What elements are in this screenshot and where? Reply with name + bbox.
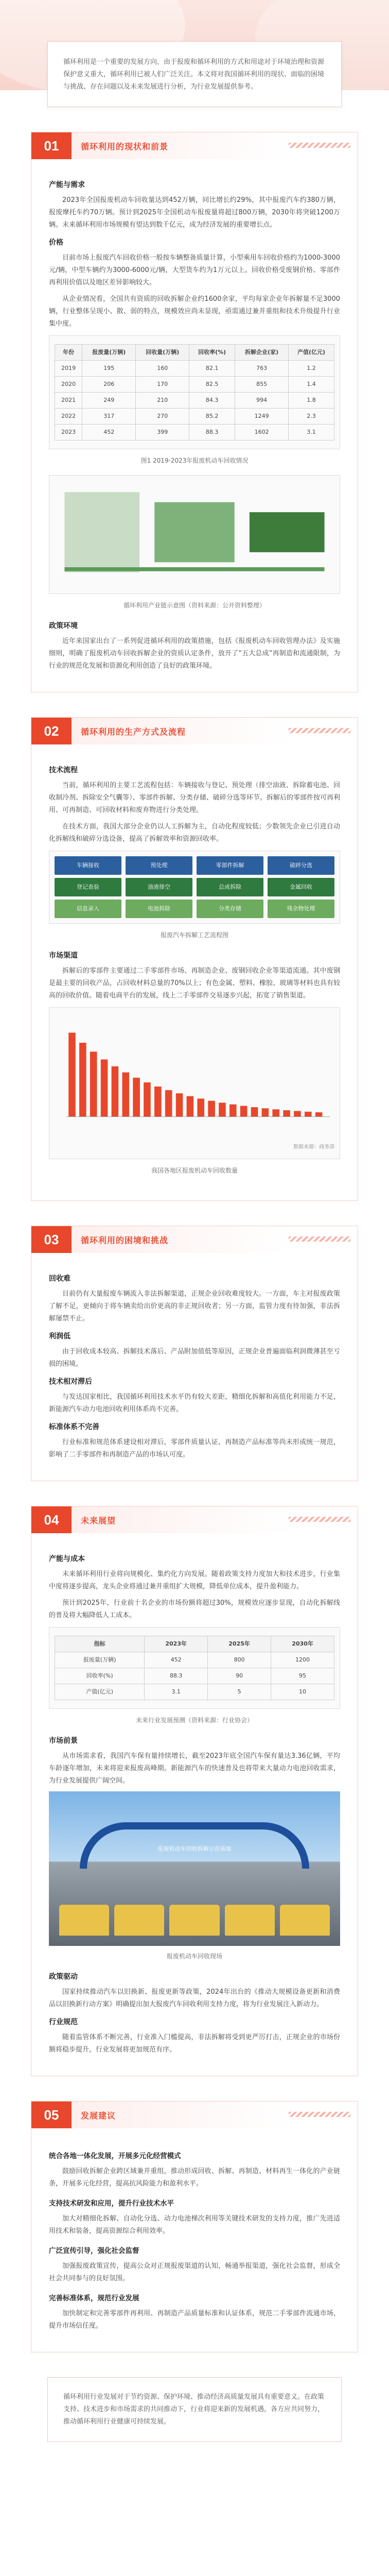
block-heading: 政策环境 (49, 622, 78, 630)
bar (262, 1108, 269, 1116)
bar (305, 1112, 312, 1117)
table-header-cell: 回收量(万辆) (136, 345, 189, 361)
car (280, 1905, 330, 1936)
section-body (31, 2128, 358, 2352)
section-01 (31, 132, 358, 692)
table-cell: 2020 (55, 377, 82, 393)
figure-caption: 报废汽车拆解工艺流程图 (160, 931, 228, 939)
flow-step: 金属回收 (268, 878, 334, 896)
car (225, 1905, 275, 1936)
closing-paragraph: 循环利用行业发展对于节约资源、保护环境、推动经济高质量发展具有重要意义。在政策支持、技术进步和市场需求的共同推动下，行业将迎来新的发展机遇，各方应共同努力，推动循环利用行业健康可持续发展。 (63, 2393, 325, 2426)
flow-step: 电池拆除 (126, 900, 192, 918)
table-cell: 95 (271, 1668, 334, 1684)
section-title: 循环利用的现状和前景 (81, 141, 169, 151)
table-cell: 报废量(万辆) (55, 1652, 145, 1668)
block-paragraph: 从企业情况看，全国共有资质的回收拆解企业约1600余家，平均每家企业年拆解量不足3000辆，行业整体呈现小、散、弱的特点，规模效应尚未显现，亟需通过兼并重组和技术升级提升行业集中度。 (49, 295, 340, 328)
table-cell: 2023 (55, 425, 82, 440)
site-photo (49, 1791, 340, 1946)
bar (272, 1109, 279, 1116)
block-heading: 行业规范 (49, 2018, 78, 2026)
block-heading: 支持技术研发和应用，提升行业技术水平 (49, 2199, 174, 2208)
regional-bar-chart (49, 1007, 340, 1159)
stripe-decoration (289, 728, 350, 733)
block-paragraph: 随着监管体系不断完善，行业准入门槛提高，非法拆解将受到更严厉打击，正规企业的市场份额将稳步提升，行业发展将更加规范有序。 (49, 2033, 340, 2054)
section-body (31, 1253, 358, 1481)
table-header-cell: 指标 (55, 1636, 145, 1652)
section-body (31, 159, 358, 692)
stripe-decoration (289, 143, 350, 148)
flow-column (197, 856, 263, 918)
block-heading: 市场前景 (49, 1737, 78, 1745)
table-cell: 82.5 (189, 377, 235, 393)
block-paragraph: 加大对精细化拆解、自动化分选、动力电池梯次利用等关键技术研发的支持力度，推广先进适用技术和装备，提高资源综合利用效率。 (49, 2215, 340, 2235)
flow-step: 总成拆除 (197, 878, 263, 896)
block-paragraph: 鼓励回收拆解企业跨区域兼并重组，推动形成回收、拆解、再制造、材料再生一体化的产业链条，开展多元化经营，提高抗风险能力和盈利水平。 (49, 2167, 340, 2188)
section-02 (31, 717, 358, 1201)
table-header-cell: 2025年 (208, 1636, 271, 1652)
flow-step: 残余物处理 (268, 900, 334, 918)
block-paragraph: 加快制定和完善零部件再利用、再制造产品质量标准和认证体系，规范二手零部件流通市场，提升市场信任度。 (49, 2310, 340, 2330)
section-title: 发展建议 (81, 2110, 116, 2121)
bar (154, 1087, 162, 1117)
block-heading: 技术流程 (49, 766, 78, 774)
block-heading: 政策驱动 (49, 1973, 78, 1981)
gate-banner-text: 报废机动车回收拆解示范基地 (157, 1845, 232, 1852)
figure-caption: 报废机动车回收现场 (166, 1953, 222, 1960)
bar (187, 1096, 194, 1117)
table-header-cell: 2030年 (271, 1636, 334, 1652)
table-cell: 85.2 (189, 409, 235, 425)
bar (229, 1105, 237, 1117)
block-heading: 回收难 (49, 1275, 70, 1283)
bar (101, 1059, 108, 1116)
table-header-cell: 拆解企业(家) (235, 345, 289, 361)
table-cell: 2022 (55, 409, 82, 425)
table-cell: 84.3 (189, 393, 235, 409)
table-cell: 3.1 (289, 425, 334, 440)
flow-step: 信息录入 (55, 900, 121, 918)
section-header (31, 718, 358, 744)
bar (197, 1098, 204, 1116)
closing-text (47, 2377, 342, 2442)
bar (315, 1112, 323, 1117)
table-cell: 82.1 (189, 361, 235, 377)
table-cell: 195 (82, 361, 136, 377)
section-number: 02 (31, 718, 72, 744)
block-paragraph: 2023年全国报废机动车回收量达到452万辆，同比增长约29%，其中报废汽车约380万辆，报废摩托车约70万辆。预计到2025年全国机动车报废量将超过800万辆，2030年将突破1200万辆。未来循环利用市场规模有望达到数千亿元，成为经济发展的重要增长点。 (49, 196, 340, 229)
block-paragraph: 由于回收成本较高、拆解技术落后、产品附加值低等原因，正规企业普遍面临利润微薄甚至亏损的困境。 (49, 1348, 340, 1368)
bar (219, 1103, 226, 1116)
table-cell: 88.3 (189, 425, 235, 440)
table-cell: 210 (136, 393, 189, 409)
table-header-cell: 产值(亿元) (289, 345, 334, 361)
table-header-cell: 回收率(%) (189, 345, 235, 361)
block-paragraph: 目前仍有大量报废车辆流入非法拆解渠道，正规企业回收难度较大。一方面，车主对报废政策了解不足，更倾向于将车辆卖给出价更高的非正规回收者；另一方面，监管力度有待加强，非法拆解屡禁不止。 (49, 1290, 340, 1323)
block-heading: 利润低 (49, 1332, 70, 1341)
block-paragraph: 预计到2025年，行业前十名企业的市场份额将超过30%，规模效应逐步显现，自动化拆解线的普及将大幅降低人工成本。 (49, 1599, 340, 1619)
block-paragraph: 当前，循环利用的主要工艺流程包括：车辆接收与登记、预处理（排空油液、拆除蓄电池、回收制冷剂、拆除安全气囊等）、零部件拆解、分类存储、破碎分选等环节。拆解后的零部件按可再利用、可再制造、可回收材料和废弃物进行分类处理。 (49, 782, 340, 814)
section-header (31, 2102, 358, 2128)
block-heading: 统合各地一体化发展，开展多元化经营模式 (49, 2152, 181, 2160)
table-cell: 88.3 (145, 1668, 208, 1684)
table-cell: 2019 (55, 361, 82, 377)
section-title: 未来展望 (81, 1515, 116, 1526)
flow-column (55, 856, 121, 918)
section-header (31, 1226, 358, 1253)
flow-step: 登记查验 (55, 878, 121, 896)
industry-chain-figure (49, 475, 340, 594)
intro-paragraph: ‌‌循环利用是一个重要的发展方向，由于报废和循环利用的方式和用途对于环境治理和资源保护意义重大，循环利用已被人们广泛关注。本文将对我国循环利用的现状、面临的困境与挑战、存在问题以及未来发展进行分析，为行业发展提供参考。 (63, 58, 325, 91)
figure-caption: 图1 2019-2023年报废机动车回收情况 (140, 457, 249, 464)
flow-step: 零部件拆解 (197, 856, 263, 875)
bar (283, 1110, 290, 1117)
intro-text (47, 41, 342, 107)
chain-block (250, 512, 325, 552)
table-cell: 399 (136, 425, 189, 440)
section-header (31, 132, 358, 159)
block-heading: 标准体系不完善 (49, 1423, 99, 1431)
table-cell: 回收率(%) (55, 1668, 145, 1684)
table-cell: 317 (82, 409, 136, 425)
block-heading: 广泛宣传引导，强化社会监督 (49, 2247, 139, 2255)
flow-step: 车辆接收 (55, 856, 121, 875)
table-cell: 452 (145, 1652, 208, 1668)
table-cell: 2021 (55, 393, 82, 409)
section-title: 循环利用的生产方式及流程 (81, 726, 186, 737)
stripe-decoration (289, 2112, 350, 2117)
chain-block (154, 502, 234, 563)
table-header-cell: 年份 (55, 345, 82, 361)
recovery-table (55, 344, 334, 440)
section-05 (31, 2101, 358, 2352)
data-table-figure (49, 335, 340, 449)
block-heading: 技术相对滞后 (49, 1378, 92, 1386)
table-cell: 170 (136, 377, 189, 393)
section-03 (31, 1226, 358, 1481)
block-paragraph: 目前市场上报废汽车回收价格一般按车辆整备质量计算，小型乘用车回收价格约为1000-3000元/辆，中型车辆约为3000-6000元/辆，大型货车约为1万元以上。回收价格受废钢价格、零部件再利用价值以及地区差异影响较大。 (49, 254, 340, 286)
table-cell: 1.8 (289, 393, 334, 409)
table-header-cell: 2023年 (145, 1636, 208, 1652)
block-paragraph: 拆解后的零部件主要通过二手零部件市场、再制造企业、废钢回收企业等渠道流通。其中废钢是最主要的回收产品，占回收材料总量的70%以上；有色金属、塑料、橡胶、玻璃等材料也具有较高的回收价值。随着电商平台的发展，线上二手零部件交易逐步兴起，拓宽了销售渠道。 (49, 967, 340, 999)
table-cell: 994 (235, 393, 289, 409)
section-header (31, 1506, 358, 1533)
bar (90, 1052, 97, 1116)
block-paragraph: 国家持续推动汽车以旧换新、报废更新等政策，2024年出台的《推动大规模设备更新和消费品以旧换新行动方案》明确提出加大报废汽车回收利用支持力度，将为行业发展注入新动力。 (49, 1988, 340, 2008)
flow-step: 油液排空 (126, 878, 192, 896)
block-paragraph: 在技术方面，我国大部分企业仍以人工拆解为主，自动化程度较低；少数领先企业已引进自动化拆解线和破碎分选设备，提高了拆解效率和资源回收率。 (49, 823, 340, 843)
flowchart-columns (55, 856, 334, 918)
section-number: 03 (31, 1226, 72, 1253)
table-cell: 1602 (235, 425, 289, 440)
section-title: 循环利用的困境和挑战 (81, 1235, 169, 1245)
chart-source: 数据来源：商务部 (293, 1144, 334, 1150)
table-cell: 1249 (235, 409, 289, 425)
table-row (55, 1668, 334, 1684)
table-cell: 160 (136, 361, 189, 377)
table-cell: 5 (208, 1684, 271, 1700)
table-row (55, 393, 334, 409)
bar (122, 1072, 129, 1116)
figure-caption: 我国各地区报废机动车回收数量 (151, 1167, 238, 1174)
process-flowchart (49, 851, 340, 924)
bar-chart-svg (55, 1013, 334, 1137)
table-row (55, 377, 334, 393)
section-body (31, 1533, 358, 2076)
section-04 (31, 1506, 358, 2076)
section-number: 01 (31, 132, 72, 159)
bar (165, 1090, 172, 1117)
bar (240, 1106, 247, 1116)
table-cell: 800 (208, 1652, 271, 1668)
table-cell: 3.1 (145, 1684, 208, 1700)
block-heading: 市场渠道 (49, 952, 78, 960)
chain-block (64, 492, 139, 572)
table-cell: 270 (136, 409, 189, 425)
table-row (55, 1684, 334, 1700)
table-cell: 1200 (271, 1652, 334, 1668)
block-paragraph: 行业标准和规范体系建设相对滞后，零部件质量认证、再制造产品标准等尚未形成统一规范，影响了二手零部件和再制造产品的市场认可度。 (49, 1438, 340, 1459)
figure-caption: 未来行业发展预测（资料来源：行业协会） (135, 1717, 253, 1724)
table-cell: 10 (271, 1684, 334, 1700)
table-row (55, 425, 334, 440)
block-paragraph: 加强报废政策宣传，提高公众对正规报废渠道的认知，畅通举报渠道，强化社会监督，形成全社会共同参与的良好氛围。 (49, 2262, 340, 2282)
car (59, 1905, 109, 1936)
car (169, 1905, 219, 1936)
flow-step: 预处理 (126, 856, 192, 875)
block-paragraph: 近年来国家出台了一系列促进循环利用的政策措施，包括《报废机动车回收管理办法》及实施细则，明确了报废机动车回收拆解企业的资质认定条件，放开了“五大总成”再制造和流通限制，为行业的规范化发展和资源化利用创造了良好的政策环境。 (49, 637, 340, 670)
section-body (31, 744, 358, 1200)
block-paragraph: 从市场需求看，我国汽车保有量持续增长，截至2023年底全国汽车保有量达3.36亿辆，平均车龄逐年增加，未来将迎来报废高峰期。新能源汽车的快速普及也将带来大量动力电池回收需求，为行业发展提供广阔空间。 (49, 1752, 340, 1785)
forecast-table (55, 1636, 334, 1700)
block-paragraph: 与发达国家相比，我国循环利用技术水平仍有较大差距，精细化拆解和高值化利用能力不足，新能源汽车动力电池回收利用体系尚不完善。 (49, 1393, 340, 1413)
block-heading: 完善标准体系，规范行业发展 (49, 2294, 139, 2302)
flow-step: 分类存储 (197, 900, 263, 918)
stripe-decoration (289, 1517, 350, 1522)
parked-cars (49, 1905, 340, 1936)
bar (208, 1101, 215, 1117)
table-row (55, 1652, 334, 1668)
table-cell: 1.2 (289, 361, 334, 377)
table-cell: 90 (208, 1668, 271, 1684)
block-heading: 产能与需求 (49, 181, 85, 189)
table-cell: 产值(亿元) (55, 1684, 145, 1700)
block-paragraph: 未来循环利用行业将向规模化、集约化方向发展。随着政策支持力度加大和技术进步，行业集中度将逐步提高，龙头企业将通过兼并重组扩大规模，降低单位成本，提升盈利能力。 (49, 1570, 340, 1590)
block-heading: 产能与成本 (49, 1555, 85, 1563)
figure-caption: 循环利用产业链示意图（资料来源：公开资料整理） (123, 602, 266, 609)
table-cell: 2.3 (289, 409, 334, 425)
bar (79, 1043, 86, 1117)
table-row (55, 409, 334, 425)
bar (294, 1111, 301, 1116)
bar (176, 1093, 183, 1116)
flow-column (268, 856, 334, 918)
chain-base (64, 567, 324, 571)
bar (133, 1078, 140, 1117)
table-cell: 452 (82, 425, 136, 440)
table-cell: 249 (82, 393, 136, 409)
bar (251, 1107, 258, 1117)
industry-chain-diagram (55, 481, 334, 584)
table-header-cell: 报废量(万辆) (82, 345, 136, 361)
flow-step: 破碎分选 (268, 856, 334, 875)
section-number: 04 (31, 1506, 72, 1533)
table-cell: 1.4 (289, 377, 334, 393)
table-cell: 763 (235, 361, 289, 377)
stripe-decoration (289, 1236, 350, 1242)
car (114, 1905, 164, 1936)
bar (112, 1066, 119, 1117)
bar (68, 1032, 76, 1116)
bar (144, 1082, 151, 1117)
flow-column (126, 856, 192, 918)
table-cell: 206 (82, 377, 136, 393)
table-row (55, 361, 334, 377)
block-heading: 价格 (49, 239, 63, 247)
table-cell: 855 (235, 377, 289, 393)
section-number: 05 (31, 2102, 72, 2128)
forecast-table-figure (49, 1627, 340, 1709)
